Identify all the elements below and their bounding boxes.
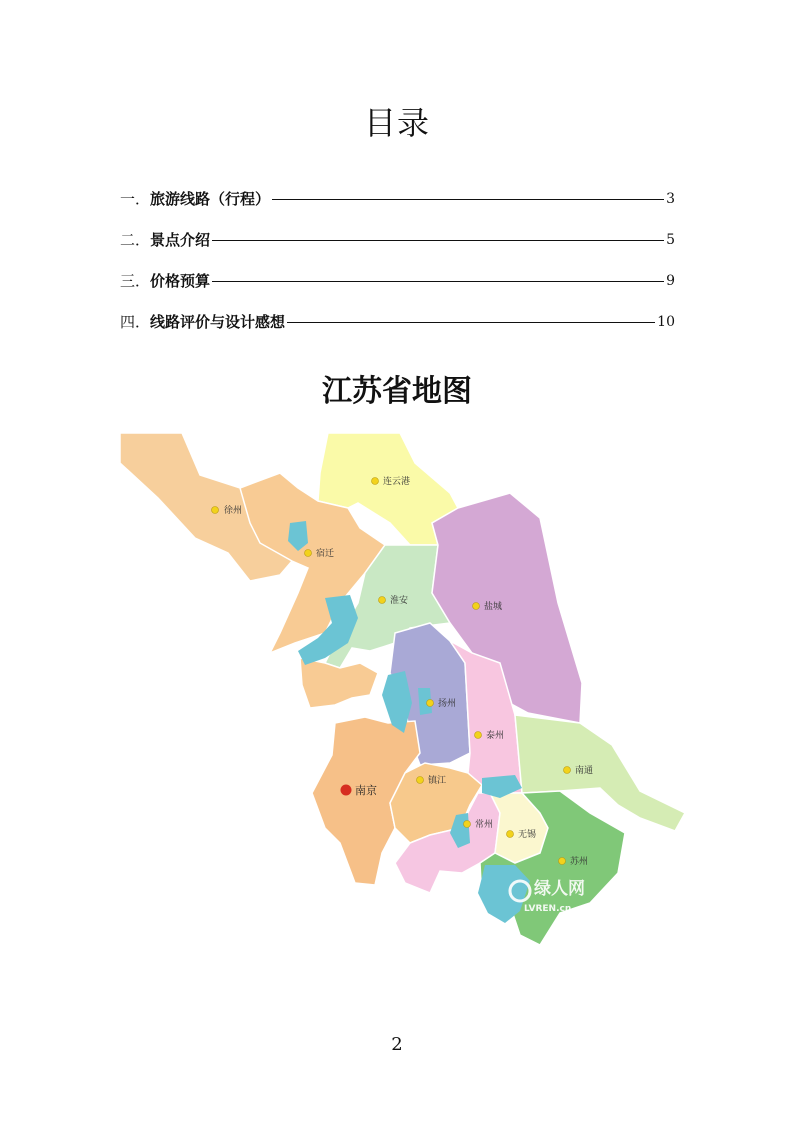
toc-entry-number: 三． (120, 272, 151, 290)
page-number: 2 (391, 1034, 403, 1055)
city-label-xuzhou: 徐州 (224, 506, 243, 516)
map-title: 江苏省地图 (322, 374, 472, 409)
city-label-zhenjiang: 镇江 (428, 776, 447, 786)
toc-entry[interactable] (120, 219, 675, 260)
toc-entry[interactable] (120, 260, 675, 301)
city-label-yangzhou: 扬州 (438, 699, 457, 709)
toc-entry[interactable] (120, 178, 675, 219)
toc-leader-line (212, 240, 664, 241)
jiangsu-map (120, 433, 685, 945)
toc-entry-page: 10 (657, 313, 675, 330)
toc-entry-number: 一． (120, 190, 151, 208)
city-label-taizhou: 泰州 (486, 731, 505, 741)
toc-leader-line (212, 281, 664, 282)
city-label-nanjing: 南京 (355, 784, 377, 797)
page-title: 目录 (363, 104, 430, 142)
toc-entry-page: 9 (666, 272, 675, 289)
toc-entry[interactable] (120, 301, 675, 342)
city-label-changzhou: 常州 (475, 820, 494, 830)
toc-entry-title: 景点介绍 (150, 231, 211, 249)
toc-entry-number: 四． (120, 313, 151, 331)
city-label-suqian: 宿迁 (316, 549, 335, 559)
city-marker-nanjing[interactable] (341, 783, 378, 797)
city-label-huaian: 淮安 (390, 596, 409, 606)
watermark-subtext: LVREN.cn (524, 904, 572, 914)
toc-entry-title: 旅游线路（行程） (150, 190, 271, 208)
table-of-contents (120, 178, 675, 342)
toc-entry-page: 5 (666, 231, 675, 248)
city-label-yancheng: 盐城 (484, 602, 503, 612)
toc-entry-number: 二． (120, 231, 151, 249)
city-label-wuxi: 无锡 (518, 830, 537, 840)
toc-entry-title: 价格预算 (150, 272, 211, 290)
city-label-nantong: 南通 (575, 766, 594, 776)
city-label-lianyungang: 连云港 (383, 477, 411, 487)
city-label-suzhou: 苏州 (570, 857, 589, 867)
toc-entry-page: 3 (666, 190, 675, 207)
toc-entry-title: 线路评价与设计感想 (150, 313, 286, 331)
toc-leader-line (272, 199, 664, 200)
watermark-text: 绿人网 (534, 879, 585, 899)
jiangsu-map-graphic (120, 433, 685, 945)
toc-leader-line (287, 322, 655, 323)
